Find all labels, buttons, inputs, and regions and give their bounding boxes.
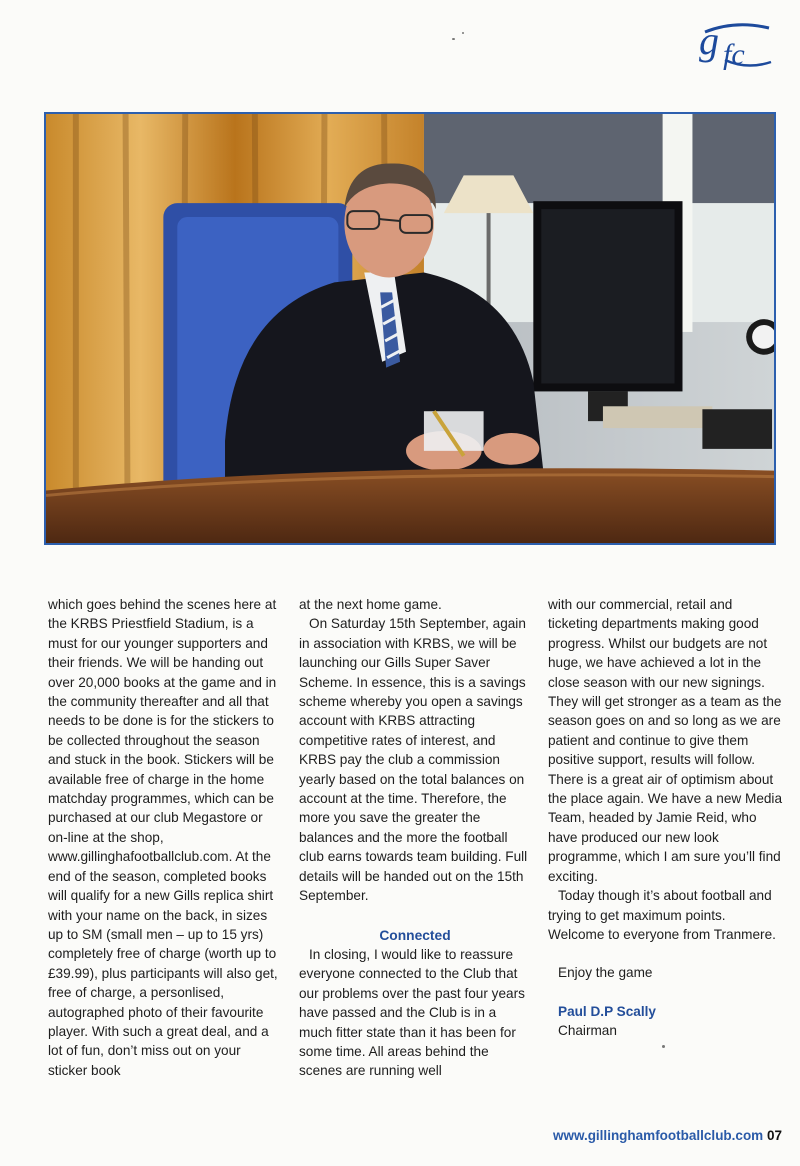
column3-sign-off: Enjoy the game (558, 965, 653, 981)
page-number: 07 (766, 1128, 782, 1143)
chairman-photo (44, 112, 776, 545)
print-speck (452, 38, 455, 40)
logo-letters: fc (723, 38, 745, 70)
signature-name: Paul D.P Scally (558, 1003, 656, 1019)
logo-letter-g: g (699, 18, 719, 63)
print-speck (662, 1045, 665, 1048)
column2-paragraph-3: In closing, I would like to reassure everyone connected to the Club that our problems over the past four years have passed and the Club is in a much fitter state than it has been for some time. All areas behind the scenes are running well (299, 946, 525, 1079)
footer-url[interactable]: www.gillinghamfootballclub.com (552, 1128, 764, 1143)
column1-paragraph: which goes behind the scenes here at the KRBS Priestfield Stadium, is a must for our younger supporters and their friends. We will be handing out over 20,000 books at the game and in the community thereafter and all that needs to be done is for the stickers to be collected throughout the season and stuck in the book. Stickers will be available free of charge in the home matchday programmes, which can be purchased at our club Megastore or on-line at the shop, www.gillinghafootballclub.com. At the end of the season, completed books will qualify for a new Gills replica shirt with your name on the back, in sizes up to SM (small men – up to 15 yrs) completely free of charge (worth up to £39.99), plus participants will also get, free of charge, a personlised, autographed photo of their favourite player. With such a great deal, and a lot of fun, don’t miss out on your sticker book (48, 597, 278, 1078)
column3-paragraph-2: Today though it’s about football and trying to get maximum points. Welcome to everyone from Tranmere. (548, 888, 776, 942)
article-column-1 (48, 595, 283, 1080)
article-column-3 (548, 595, 784, 1041)
print-speck (462, 32, 464, 34)
page-footer (553, 1128, 782, 1143)
club-logo (695, 18, 775, 70)
column2-paragraph-1: at the next home game. (299, 597, 442, 612)
signature-title: Chairman (558, 1023, 617, 1039)
section-heading-connected: Connected (379, 927, 451, 943)
column2-paragraph-2: On Saturday 15th September, again in association with KRBS, we will be launching our Gills Super Saver Scheme. In essence, this is a savings scheme whereby you open a savings account with KRBS attracting competitive rates of interest, and KRBS pay the club a commission yearly based on the total balances on account at the time. Therefore, the more you save the greater the balances and the more the football club earns towards team building. Full details will be handed out on the 15th September. (299, 616, 528, 904)
article-column-2 (299, 595, 531, 1081)
column3-paragraph-1: with our commercial, retail and ticketing departments making good progress. Whilst our budgets are not huge, we have achieved a lot in the close season with our new signings. They will get stronger as a team as the season goes on and so long as we are patient and continue to give them positive support, results will follow. There is a great air of optimism about the place again. We have a new Media Team, headed by Jamie Reid, who have produced our new look programme, which I am sure you’ll find exciting. (548, 597, 783, 884)
